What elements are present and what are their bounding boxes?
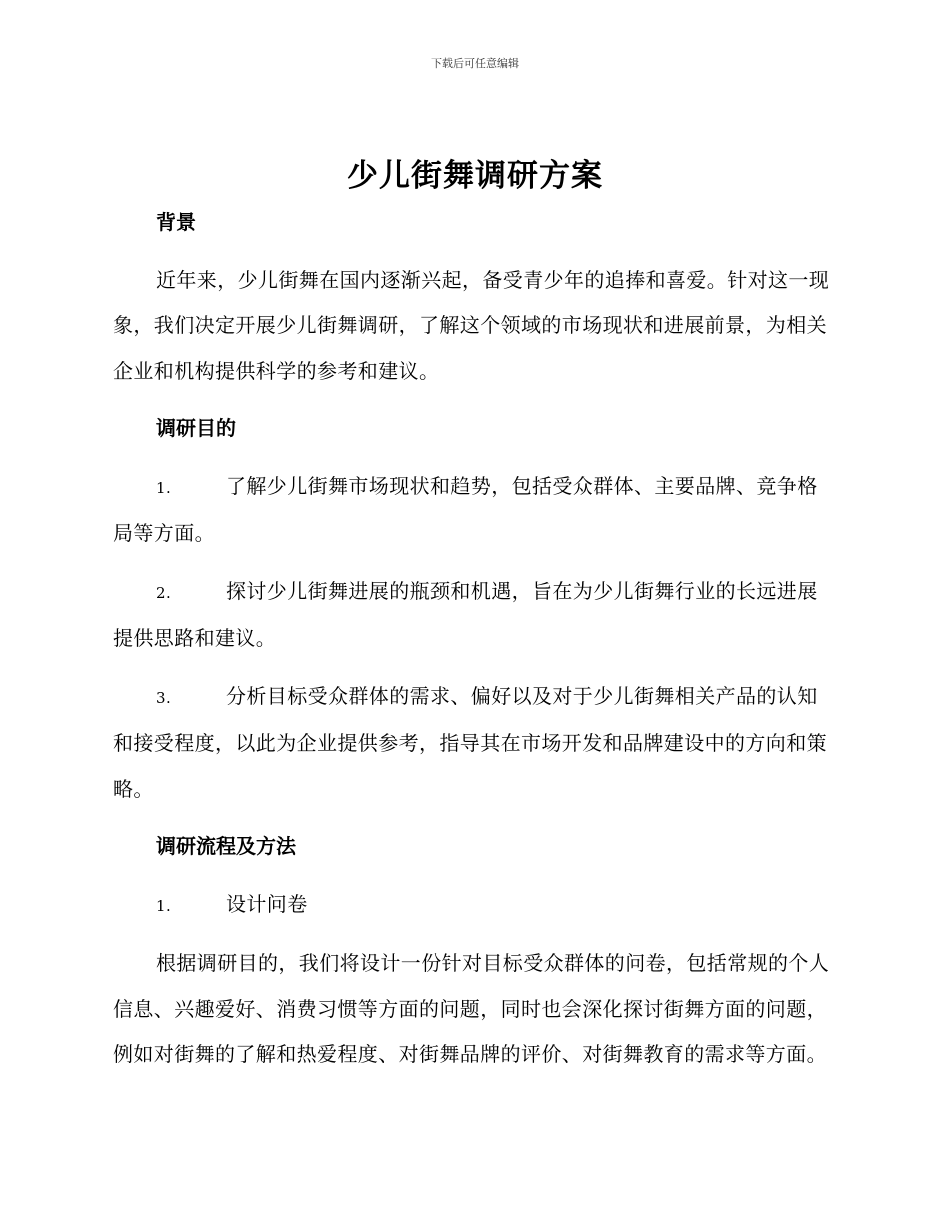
- section-heading-background: 背景: [156, 210, 196, 234]
- item-text: 分析目标受众群体的需求、偏好以及对于少儿街舞相关产品的认知和接受程度，以此为企业提供参考，指导其在市场开发和品牌建设中的方向和策略。: [113, 683, 827, 801]
- item-text: 探讨少儿街舞进展的瓶颈和机遇，旨在为少儿街舞行业的长远进展提供思路和建议。: [113, 578, 818, 650]
- item-text: 设计问卷: [226, 891, 308, 916]
- process-item: [113, 882, 835, 930]
- section-heading-purpose: 调研目的: [156, 416, 236, 440]
- process-paragraph: 根据调研目的，我们将设计一份针对目标受众群体的问卷，包括常规的个人信息、兴趣爱好、消费习惯等方面的问题，同时也会深化探讨街舞方面的问题，例如对街舞的了解和热爱程度、对街舞品牌的评价、对街舞教育的需求等方面。: [113, 951, 830, 1066]
- item-number: 2.: [156, 583, 172, 602]
- document-body: [113, 200, 835, 1078]
- item-number: 3.: [156, 688, 172, 707]
- background-paragraph: 近年来，少儿街舞在国内逐渐兴起，备受青少年的追捧和喜爱。针对这一现象，我们决定开展少儿街舞调研，了解这个领域的市场现状和进展前景，为相关企业和机构提供科学的参考和建议。: [113, 267, 830, 383]
- item-number: 1.: [156, 478, 172, 497]
- section-heading-process: 调研流程及方法: [156, 834, 296, 858]
- item-text: 了解少儿街舞市场现状和趋势，包括受众群体、主要品牌、竞争格局等方面。: [113, 473, 818, 545]
- header-note: 下载后可任意编辑: [431, 57, 519, 70]
- purpose-item: [113, 569, 835, 662]
- purpose-item: [113, 674, 835, 813]
- item-number: 1.: [156, 896, 172, 915]
- document-title: 少儿街舞调研方案: [347, 158, 603, 194]
- purpose-item: [113, 464, 835, 557]
